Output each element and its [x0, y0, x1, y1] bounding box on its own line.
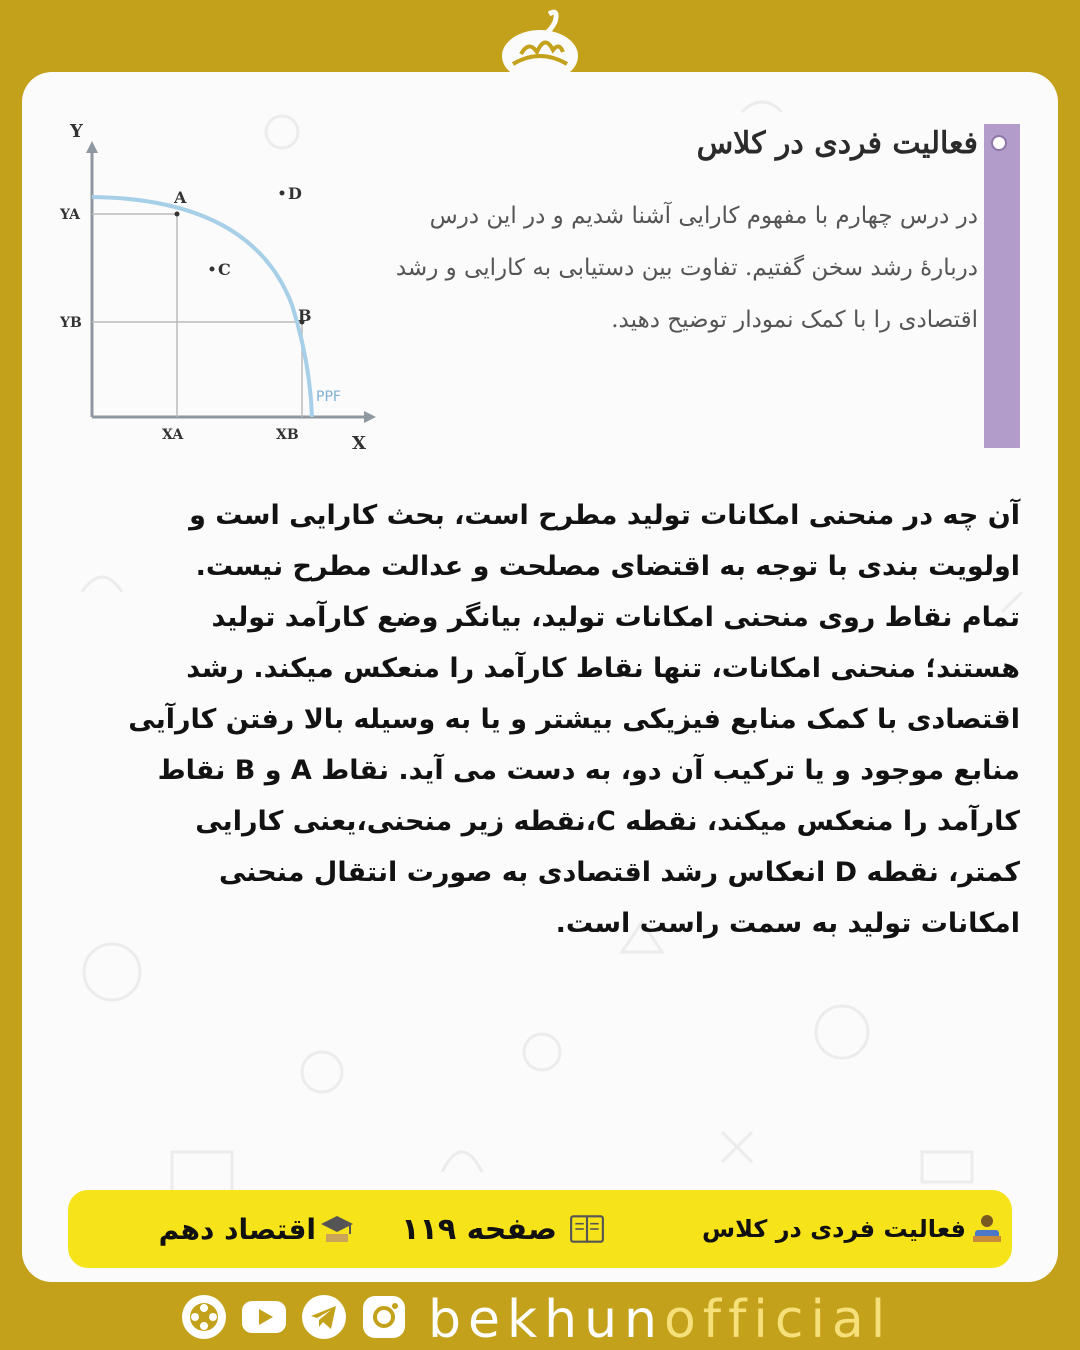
- answer-line: هستند؛ منحنی امکانات، تنها نقاط کارآمد را منعکس میکند. رشد: [186, 653, 1020, 684]
- answer-line: اولویت بندی با توجه به اقتضای مصلحت و عدالت مطرح نیست.: [195, 551, 1020, 582]
- teacher-icon: [970, 1212, 1004, 1246]
- graduation-cap-icon: [320, 1212, 354, 1246]
- ppf-chart: [62, 117, 382, 462]
- answer-line: اقتصادی با کمک منابع فیزیکی بیشتر و یا به وسیله بالا رفتن کارآیی: [128, 704, 1020, 735]
- x-tick-xb: XB: [276, 427, 299, 443]
- answer-line: امکانات تولید به سمت راست است.: [555, 908, 1020, 939]
- point-c-marker: [210, 267, 215, 272]
- x-axis-label: X: [352, 433, 366, 454]
- content-card: [22, 72, 1058, 1282]
- y-axis-label: Y: [70, 121, 83, 142]
- point-a-marker: [175, 212, 180, 217]
- activity-bullet-icon: [991, 135, 1007, 151]
- point-d-label: D: [288, 184, 302, 203]
- y-tick-yb: YB: [60, 315, 82, 331]
- answer-line: کارآمد را منعکس میکند، نقطه C،نقطه زیر منحنی،یعنی کارایی: [195, 806, 1020, 837]
- footer-info-bar: [68, 1190, 1012, 1268]
- point-d-marker: [280, 191, 285, 196]
- film-icon[interactable]: [180, 1293, 228, 1341]
- y-tick-ya: YA: [60, 207, 80, 223]
- brand-part-2: official: [663, 1290, 893, 1350]
- footer-activity: [702, 1190, 1004, 1268]
- answer-line: آن چه در منحنی امکانات تولید مطرح است، بحث کارایی است و: [189, 500, 1020, 531]
- point-b-label: B: [298, 306, 312, 325]
- answer-line: تمام نقاط روی منحنی امکانات تولید، بیانگر وضع کارآمد تولید: [211, 602, 1020, 633]
- brand-handle[interactable]: [428, 1290, 892, 1350]
- ppf-curve: [92, 197, 312, 417]
- footer-activity-label: فعالیت فردی در کلاس: [702, 1215, 966, 1243]
- instagram-icon[interactable]: [360, 1293, 408, 1341]
- book-icon: [567, 1211, 607, 1247]
- x-tick-xa: XA: [162, 427, 184, 443]
- youtube-icon[interactable]: [240, 1293, 288, 1341]
- activity-question: [358, 190, 978, 346]
- answer-line: منابع موجود و یا ترکیب آن دو، به دست می آید. نقاط A و B نقاط: [157, 755, 1020, 786]
- answer-text: [50, 490, 1020, 949]
- brand-part-1: bekhun: [428, 1290, 664, 1350]
- footer-page-label: صفحه ۱۱۹: [401, 1211, 557, 1247]
- activity-side-bar: [984, 124, 1020, 448]
- social-links: [180, 1284, 420, 1350]
- footer-subject: [159, 1190, 354, 1268]
- point-a-label: A: [174, 188, 187, 207]
- activity-line: اقتصادی را با کمک نمودار توضیح دهید.: [611, 307, 978, 333]
- activity-title: فعالیت فردی در کلاس: [696, 126, 978, 161]
- activity-line: دربارهٔ رشد سخن گفتیم. تفاوت بین دستیابی به کارایی و رشد: [395, 255, 978, 281]
- ppf-curve-label: PPF: [316, 389, 341, 405]
- telegram-icon[interactable]: [300, 1293, 348, 1341]
- answer-line: کمتر، نقطه D انعکاس رشد اقتصادی به صورت انتقال منحنی: [218, 857, 1020, 888]
- point-c-label: C: [218, 260, 231, 279]
- footer-subject-label: اقتصاد دهم: [158, 1212, 316, 1246]
- activity-line: در درس چهارم با مفهوم کارایی آشنا شدیم و در این درس: [429, 203, 978, 229]
- footer-page: [401, 1190, 607, 1268]
